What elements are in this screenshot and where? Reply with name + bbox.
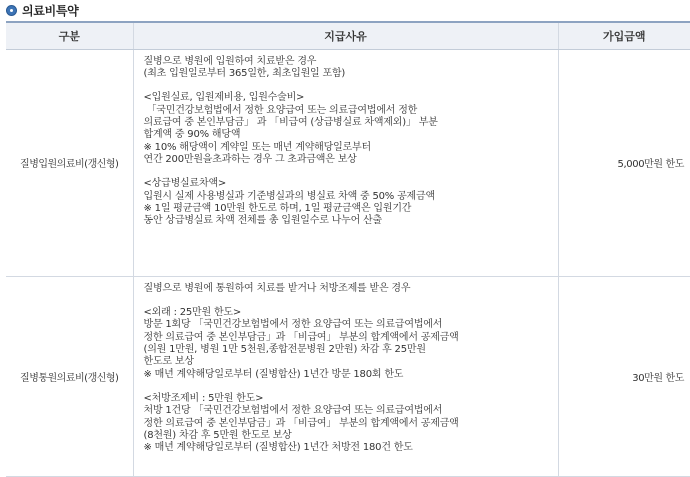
reason-text <box>144 283 558 455</box>
section-header <box>6 0 78 20</box>
blue-circle-bullet-icon <box>6 5 17 16</box>
line-gap <box>144 166 558 178</box>
row-amount: 5,000만원 한도 <box>558 49 690 276</box>
header-category: 구분 <box>6 22 133 49</box>
row-amount: 30만원 한도 <box>558 276 690 476</box>
reason-line: 입원시 실제 사용병실과 기준병실과의 병실료 차액 중 50% 공제금액 <box>143 190 435 202</box>
reason-line: 정한 의료급여 중 본인부담금」과 「비급여」 부분의 합계액에서 공제금액 <box>143 417 459 429</box>
reason-line: ※ 1일 평균금액 10만원 한도로 하며, 1일 평균금액은 입원기간 <box>143 203 412 215</box>
reason-line: 합계액 중 90% 해당액 <box>143 129 241 141</box>
section-title: 의료비특약 <box>22 3 79 18</box>
reason-line: 질병으로 병원에 통원하여 치료를 받거나 처방조제를 받은 경우 <box>143 282 411 294</box>
reason-line: ※ 10% 해당액이 계약일 또는 매년 계약해당일로부터 <box>143 141 371 153</box>
reason-line: ※ 매년 계약해당일로부터 (질병합산) 1년간 방문 180회 한도 <box>143 368 404 380</box>
table-row <box>6 276 690 476</box>
reason-line: 처방 1건당 「국민건강보험법에서 정한 요양급여 또는 의료급여법에서 <box>143 405 443 417</box>
coverage-table <box>6 21 690 477</box>
reason-line: <외래 : 25만원 한도> <box>143 307 242 319</box>
header-amount: 가입금액 <box>558 22 690 49</box>
reason-line: 한도로 보상 <box>143 356 194 368</box>
table-header-row <box>6 22 690 49</box>
reason-line: 동안 상급병실료 차액 전체를 총 입원일수로 나누어 산출 <box>143 215 382 227</box>
line-gap <box>144 381 558 393</box>
reason-line: <처방조제비 : 5만원 한도> <box>143 393 264 405</box>
reason-line: 「국민건강보험법에서 정한 요양급여 또는 의료급여법에서 정한 <box>143 104 418 116</box>
line-gap <box>144 295 558 307</box>
row-category: 질병통원의료비(갱신형) <box>6 276 133 476</box>
reason-line: 정한 의료급여 중 본인부담금」과 「비급여」 부분의 합계액에서 공제금액 <box>143 331 459 343</box>
header-reason: 지급사유 <box>133 22 558 49</box>
line-gap <box>144 80 558 92</box>
reason-line: 연간 200만원을초과하는 경우 그 초과금액은 보상 <box>143 153 357 165</box>
reason-text <box>144 56 558 228</box>
table-row <box>6 49 690 276</box>
reason-line: 방문 1회당 「국민건강보험법에서 정한 요양급여 또는 의료급여법에서 <box>143 319 443 331</box>
row-category: 질병입원의료비(갱신형) <box>6 49 133 276</box>
reason-line: (8천원) 차감 후 5만원 한도로 보상 <box>143 430 292 442</box>
row-reason <box>133 276 558 476</box>
reason-line: (최초 입원일로부터 365일한, 최초입원일 포함) <box>143 67 346 79</box>
reason-line: ※ 매년 계약해당일로부터 (질병합산) 1년간 처방전 180건 한도 <box>143 442 413 454</box>
reason-line: <입원실료, 입원제비용, 입원수술비> <box>143 92 305 104</box>
reason-line: <상급병실료차액> <box>143 178 227 190</box>
reason-line: 의료급여 중 본인부담금」 과 「비급여 (상급병실료 차액제외)」 부분 <box>143 116 438 128</box>
row-reason <box>133 49 558 276</box>
reason-line: 질병으로 병원에 입원하여 치료받은 경우 <box>143 55 317 67</box>
reason-line: (의원 1만원, 병원 1만 5천원,종합전문병원 2만원) 차감 후 25만원 <box>143 343 426 355</box>
